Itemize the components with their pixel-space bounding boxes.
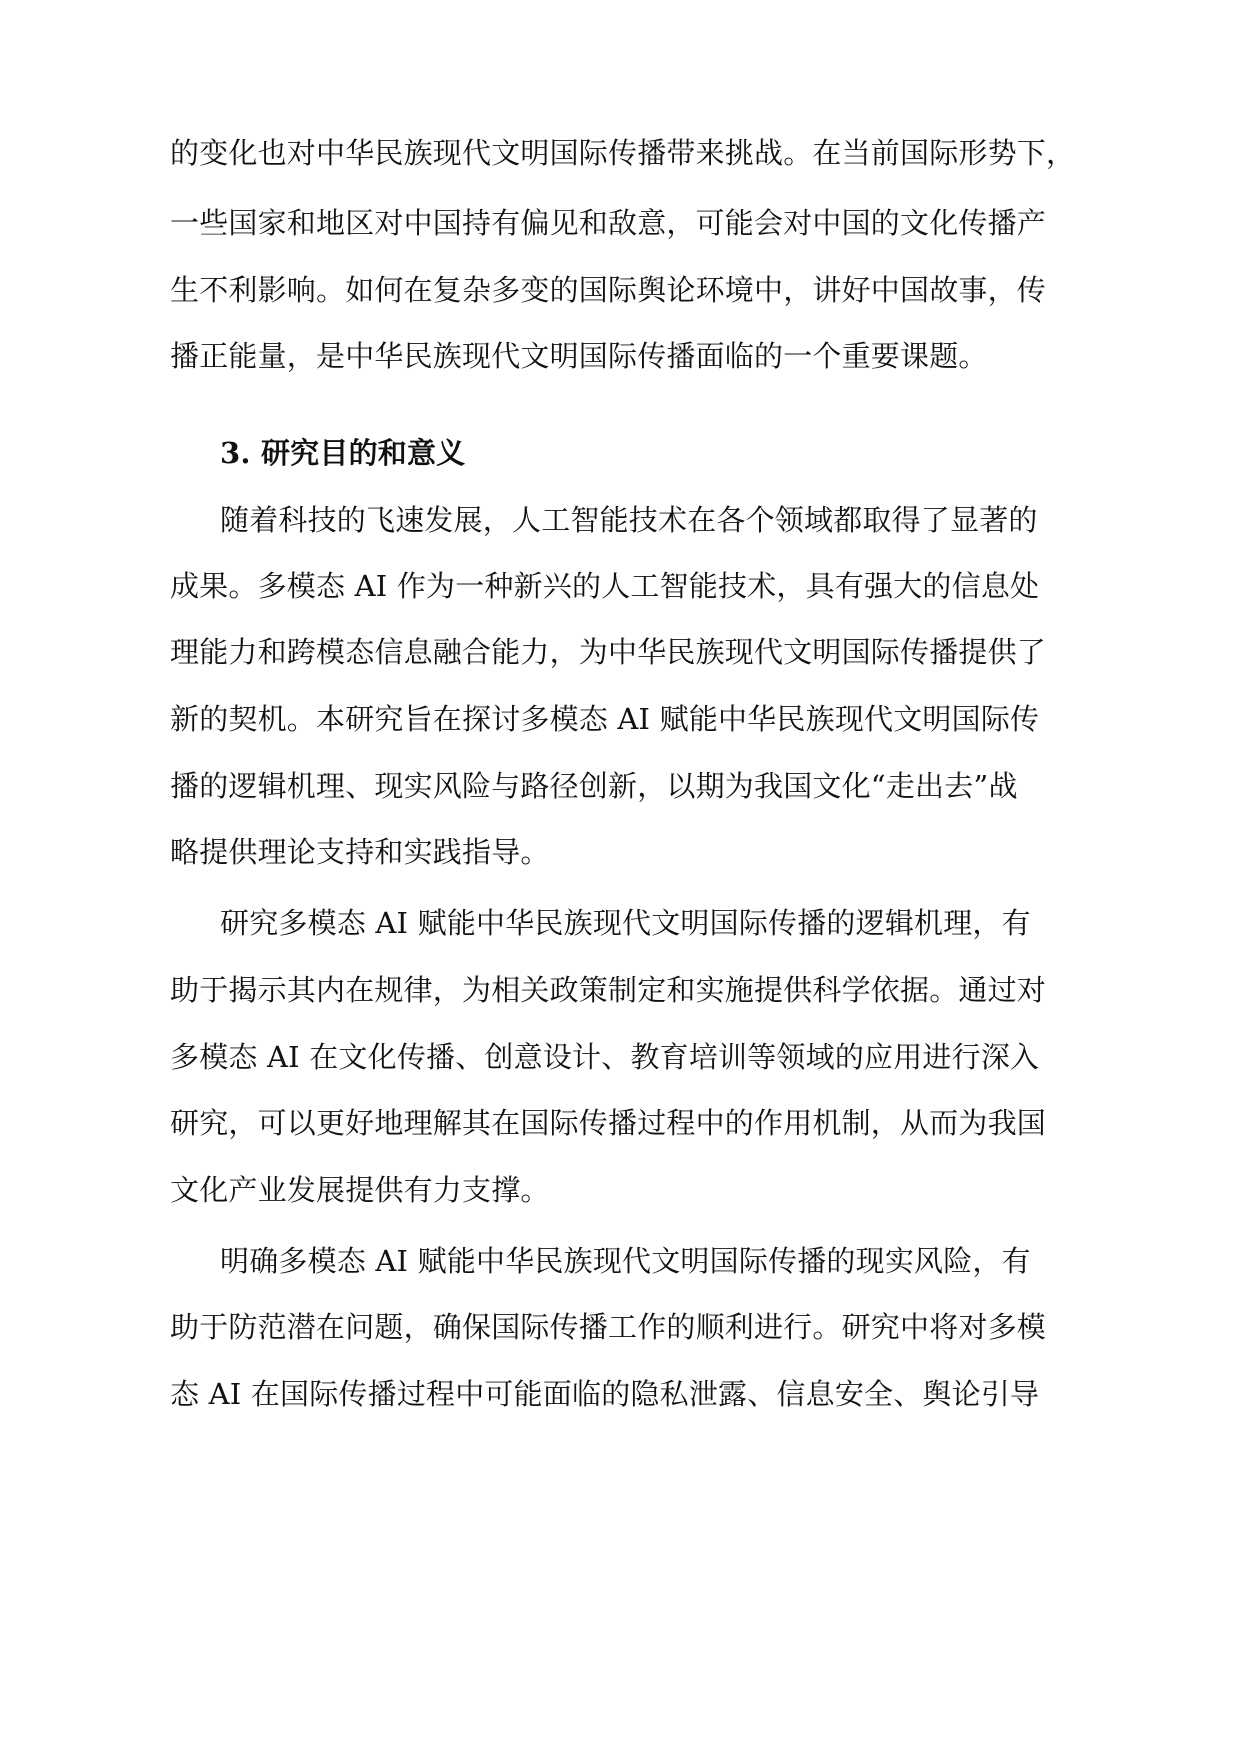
section-heading: 3. 研究目的和意义 xyxy=(220,436,466,470)
text-line: 新的契机。本研究旨在探讨多模态 AI 赋能中华民族现代文明国际传 xyxy=(170,702,1040,736)
text-line: 研究多模态 AI 赋能中华民族现代文明国际传播的逻辑机理，有 xyxy=(220,906,1031,940)
text-line: 助于揭示其内在规律，为相关政策制定和实施提供科学依据。通过对 xyxy=(170,973,1047,1007)
text-line: 播的逻辑机理、现实风险与路径创新，以期为我国文化“走出去”战 xyxy=(170,769,1018,803)
text-line: 文化产业发展提供有力支撑。 xyxy=(170,1173,550,1207)
text-line: 略提供理论支持和实践指导。 xyxy=(170,835,550,869)
text-line: 随着科技的飞速发展，人工智能技术在各个领域都取得了显著的 xyxy=(220,503,1038,537)
text-line: 态 AI 在国际传播过程中可能面临的隐私泄露、信息安全、舆论引导 xyxy=(170,1377,1040,1411)
text-line: 生不利影响。如何在复杂多变的国际舆论环境中，讲好中国故事，传 xyxy=(170,273,1047,307)
text-line: 的变化也对中华民族现代文明国际传播带来挑战。在当前国际形势下， xyxy=(170,136,1076,170)
text-line: 理能力和跨模态信息融合能力，为中华民族现代文明国际传播提供了 xyxy=(170,635,1047,669)
text-line: 一些国家和地区对中国持有偏见和敌意，可能会对中国的文化传播产 xyxy=(170,206,1047,240)
text-line: 多模态 AI 在文化传播、创意设计、教育培训等领域的应用进行深入 xyxy=(170,1040,1040,1074)
text-line: 明确多模态 AI 赋能中华民族现代文明国际传播的现实风险，有 xyxy=(220,1244,1031,1278)
text-line: 助于防范潜在问题，确保国际传播工作的顺利进行。研究中将对多模 xyxy=(170,1310,1047,1344)
text-line: 成果。多模态 AI 作为一种新兴的人工智能技术，具有强大的信息处 xyxy=(170,569,1040,603)
text-line: 研究，可以更好地理解其在国际传播过程中的作用机制，从而为我国 xyxy=(170,1106,1047,1140)
text-line: 播正能量，是中华民族现代文明国际传播面临的一个重要课题。 xyxy=(170,339,988,373)
